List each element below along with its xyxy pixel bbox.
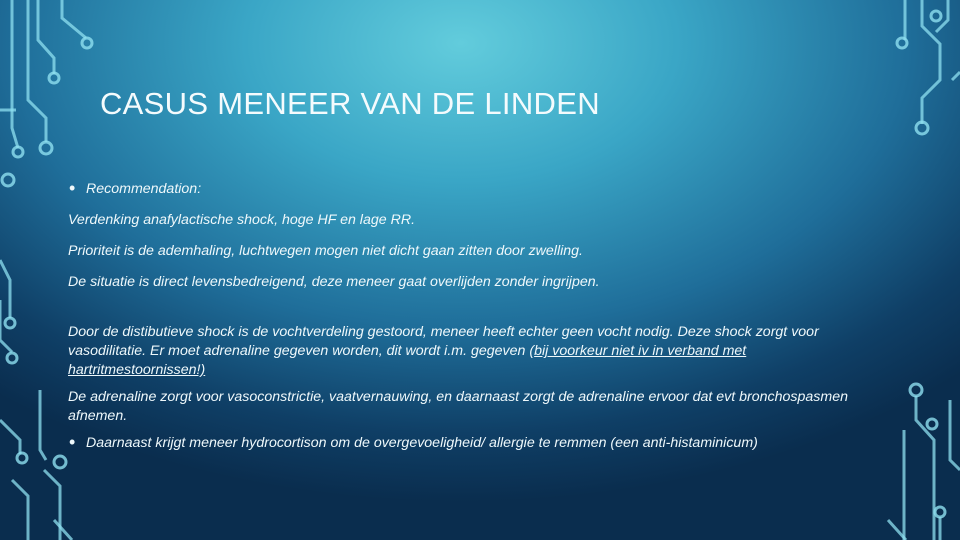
bullet-recommendation xyxy=(68,180,858,199)
bullet-text: Recommendation: xyxy=(86,181,202,197)
bullet-icon: • xyxy=(69,178,76,198)
bullet-hydrocortison xyxy=(68,434,858,453)
paragraph-shock-underlined: bij voorkeur niet iv in verband met hartritmestoornissen!) xyxy=(68,343,747,378)
slide-body xyxy=(68,180,858,453)
paragraph-priority: Prioriteit is de ademhaling, luchtwegen mogen niet dicht gaan zitten door zwelling. xyxy=(68,243,583,259)
bullet-text: Daarnaast krijgt meneer hydrocortison om de overgevoeligheid/ allergie te remmen (een anti-histaminicum) xyxy=(86,435,758,451)
bullet-icon: • xyxy=(69,432,76,452)
paragraph-suspicion: Verdenking anafylactische shock, hoge HF en lage RR. xyxy=(68,212,416,228)
paragraph-shock-text: Door de distibutieve shock is de vochtverdeling gestoord, meneer heeft echter geen vocht nodig. Deze shock zorgt voor vasodilitatie. Er moet adrenaline gegeven worden, dit wordt i.m. gegeven ( xyxy=(68,324,819,359)
slide-title: CASUS MENEER VAN DE LINDEN xyxy=(100,86,600,121)
paragraph-shock xyxy=(68,323,858,380)
paragraph-situation: De situatie is direct levensbedreigend, deze meneer gaat overlijden zonder ingrijpen. xyxy=(68,274,600,290)
paragraph-adrenaline: De adrenaline zorgt voor vasoconstrictie, vaatvernauwing, en daarnaast zorgt de adrenaline ervoor dat evt bronchospasmen afnemen. xyxy=(68,389,848,424)
